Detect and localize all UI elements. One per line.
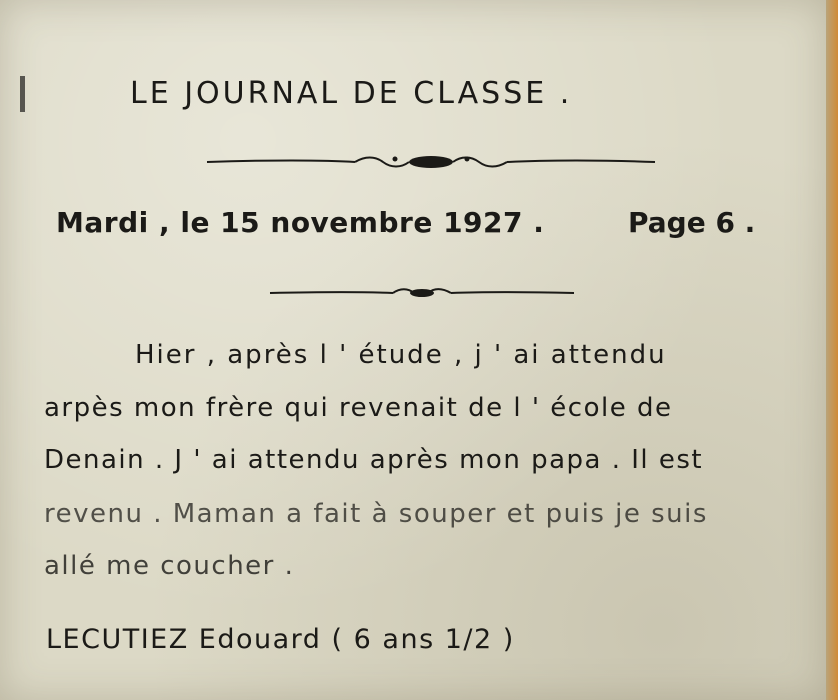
signature: LECUTIEZ Edouard ( 6 ans 1/2 ) bbox=[46, 624, 515, 655]
page-edge bbox=[826, 0, 838, 700]
date-line: Mardi , le 15 novembre 1927 . bbox=[56, 206, 545, 239]
ornament-divider-bottom bbox=[268, 284, 576, 302]
page-number: Page 6 . bbox=[628, 206, 756, 239]
body-line: allé me coucher . bbox=[44, 551, 295, 581]
body-line: revenu . Maman a fait à souper et puis je suis bbox=[44, 499, 708, 529]
journal-title: LE JOURNAL DE CLASSE . bbox=[130, 76, 573, 111]
body-line: arpès mon frère qui revenait de l ' école de bbox=[44, 393, 673, 423]
ornament-divider-top bbox=[205, 150, 657, 174]
ink-mark bbox=[20, 76, 25, 112]
body-line: Denain . J ' ai attendu après mon papa . Il est bbox=[44, 445, 704, 475]
body-line: Hier , après l ' étude , j ' ai attendu bbox=[135, 340, 667, 370]
